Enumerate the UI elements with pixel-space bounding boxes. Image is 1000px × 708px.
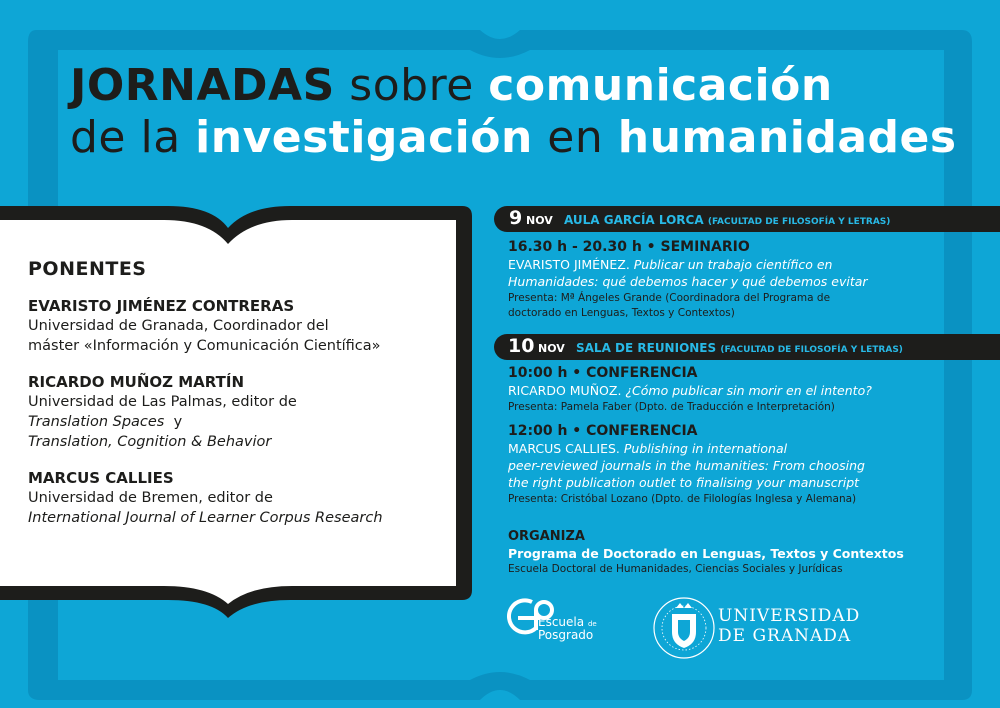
speaker-affiliation: Universidad de Bremen, editor de <box>28 490 273 506</box>
speaker-role: máster «Información y Comunicación Científica» <box>28 338 381 354</box>
journal-conjunction: y <box>164 414 183 430</box>
day-2-number: 10 <box>508 335 535 357</box>
session-title: the right publication outlet to finalising your manuscript <box>508 475 860 490</box>
organizer-heading: ORGANIZA <box>508 529 585 544</box>
session-talk <box>508 474 988 491</box>
day-1-number: 9 <box>509 207 523 229</box>
speaker-affiliation: Universidad de Las Palmas, editor de <box>28 394 297 410</box>
title-line-1 <box>70 60 957 112</box>
poster-title <box>70 60 957 164</box>
session-title: ¿Cómo publicar sin morir en el intento? <box>621 383 872 398</box>
speakers-panel <box>28 258 448 544</box>
session-title: Publishing in international <box>619 441 788 456</box>
speaker-item <box>28 468 448 528</box>
organizer-school: Escuela Doctoral de Humanidades, Ciencias Sociales y Jurídicas <box>508 563 843 575</box>
speaker-item <box>28 296 448 356</box>
speaker-journal-line <box>28 508 448 528</box>
ug-line-2: DE GRANADA <box>718 626 852 646</box>
session-speaker: EVARISTO JIMÉNEZ. <box>508 257 630 272</box>
day-2-bar <box>494 334 1000 360</box>
session-talk <box>508 382 978 399</box>
session-talk <box>508 256 978 273</box>
day-2-venue-note: (FACULTAD DE FILOSOFÍA Y LETRAS) <box>720 345 903 355</box>
ug-line-1: UNIVERSIDAD <box>718 606 861 626</box>
session-title: Publicar un trabajo científico en <box>629 257 833 272</box>
day-1-venue-name: AULA GARCÍA LORCA <box>564 213 704 227</box>
session-presenter: Presenta: Cristóbal Lozano (Dpto. de Filologías Inglesa y Alemana) <box>508 493 857 505</box>
session-head: 16.30 h - 20.30 h • SEMINARIO <box>508 239 750 255</box>
day-2-session-1 <box>508 364 978 414</box>
session-title: Humanidades: qué debemos hacer y qué debemos evitar <box>508 274 868 289</box>
session-talk <box>508 440 988 457</box>
session-speaker: RICARDO MUÑOZ. <box>508 383 622 398</box>
speaker-name: EVARISTO JIMÉNEZ CONTRERAS <box>28 297 295 315</box>
ep-line-2: Posgrado <box>538 628 594 642</box>
ug-wordmark <box>718 606 860 646</box>
title-jornadas: JORNADAS <box>70 60 335 111</box>
speaker-name: MARCUS CALLIES <box>28 469 174 487</box>
journal-title: Translation, Cognition & Behavior <box>28 434 272 450</box>
speaker-journal-line <box>28 412 448 432</box>
speaker-affiliation: Universidad de Granada, Coordinador del <box>28 318 329 334</box>
session-title: peer-reviewed journals in the humanities: From choosing <box>508 458 865 473</box>
session-head: 12:00 h • CONFERENCIA <box>508 423 698 439</box>
session-presenter: doctorado en Lenguas, Textos y Contextos) <box>508 307 735 319</box>
title-de-la: de la <box>70 112 196 163</box>
organizer-program: Programa de Doctorado en Lenguas, Textos y Contextos <box>508 546 904 561</box>
ep-de: de <box>587 620 597 628</box>
day-1-bar <box>494 206 1000 232</box>
title-line-2 <box>70 112 957 164</box>
speakers-heading: PONENTES <box>28 258 147 280</box>
title-comunicacion: comunicación <box>488 60 833 111</box>
title-humanidades: humanidades <box>617 112 957 163</box>
ep-line-1: Escuela <box>538 615 585 629</box>
journal-title: International Journal of Learner Corpus Research <box>28 510 383 526</box>
journal-title: Translation Spaces <box>28 414 165 430</box>
day-2-venue-name: SALA DE REUNIONES <box>576 341 717 355</box>
title-en: en <box>532 112 618 163</box>
day-2-venue <box>576 341 903 355</box>
day-1-session <box>508 238 978 320</box>
title-sobre: sobre <box>334 60 489 111</box>
organizer-block <box>508 528 904 577</box>
day-2-session-2 <box>508 422 988 506</box>
day-1-venue <box>564 213 890 227</box>
session-presenter: Presenta: Pamela Faber (Dpto. de Traducción e Interpretación) <box>508 401 835 413</box>
day-1-month: NOV <box>526 214 553 227</box>
speaker-item <box>28 372 448 452</box>
session-presenter: Presenta: Mª Ángeles Grande (Coordinadora del Programa de <box>508 292 831 304</box>
speaker-name: RICARDO MUÑOZ MARTÍN <box>28 373 245 391</box>
day-2-month: NOV <box>538 342 565 355</box>
day-1-venue-note: (FACULTAD DE FILOSOFÍA Y LETRAS) <box>707 217 891 227</box>
speaker-journal-line <box>28 432 448 452</box>
session-head: 10:00 h • CONFERENCIA <box>508 365 698 381</box>
title-investigacion: investigación <box>195 112 533 163</box>
session-talk <box>508 457 988 474</box>
session-speaker: MARCUS CALLIES. <box>508 441 620 456</box>
session-talk <box>508 273 978 290</box>
